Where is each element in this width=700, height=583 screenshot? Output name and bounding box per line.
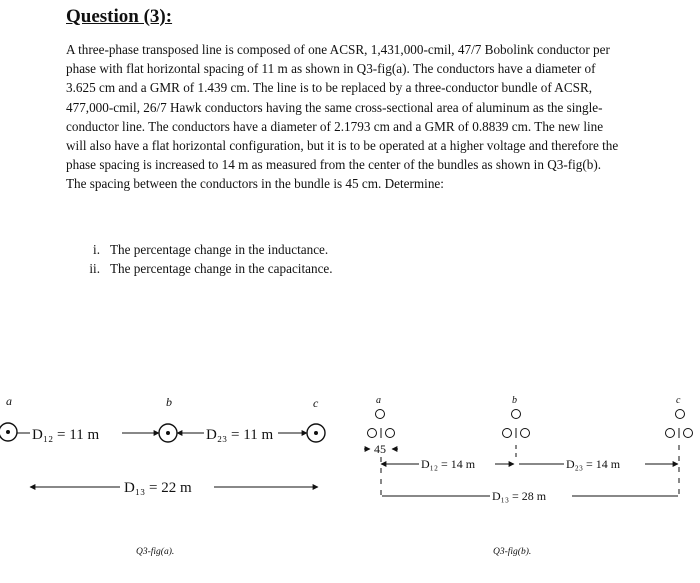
bundle-a-top bbox=[376, 410, 385, 419]
d13-label: D₁₃ = 22 m bbox=[124, 480, 192, 496]
d12-label: D₁₂ = 11 m bbox=[32, 427, 100, 443]
bundle-c-top bbox=[676, 410, 685, 419]
figure-b bbox=[364, 410, 693, 500]
bundle-spacing-label: 45 bbox=[374, 442, 386, 456]
list-item-number: i. bbox=[93, 242, 100, 257]
figure-a-labels bbox=[6, 394, 319, 557]
phase-a-label: a bbox=[376, 395, 381, 406]
conductor-center-dot bbox=[315, 432, 318, 435]
phase-a-label: a bbox=[6, 394, 12, 408]
question-paragraph: A three-phase transposed line is composed of one ACSR, 1,431,000-cmil, 47/7 Bobolink conductor per phase with flat horizontal spacing of 11 m as shown in Q3-fig(a). The conductors have a diameter of 3.625 cm and a GMR of 1.439 cm. The line is to be replaced by a three-conductor bundle of ACSR, 477,000-cmil, 26/7 Hawk conductors having the same cross-sectional area of aluminum as the single-conductor line. The conductors have a diameter of 2.1793 cm and a GMR of 0.8839 cm. The new line will also have a flat horizontal configuration, but it is to be operated at a higher voltage and therefore the phase spacing is increased to 14 m as measured from the center of the bundles as shown in Q3-fig(b). The spacing between the conductors in the bundle is 45 cm. Determine: bbox=[66, 42, 619, 192]
phase-c-label: c bbox=[313, 396, 319, 410]
conductor-center-dot bbox=[167, 432, 170, 435]
question-title: Question (3): bbox=[66, 6, 173, 27]
list-item-text: The percentage change in the inductance. bbox=[110, 242, 329, 257]
list-item-text: The percentage change in the capacitance. bbox=[110, 261, 333, 276]
figure-b-labels bbox=[374, 395, 681, 557]
figure-b-caption: Q3-fig(b). bbox=[493, 547, 532, 557]
bundle-c-right bbox=[684, 429, 693, 438]
phase-b-label: b bbox=[166, 395, 172, 409]
phase-c-label: c bbox=[676, 395, 681, 406]
d23-label: D₂₃ = 11 m bbox=[206, 427, 274, 443]
phase-b-label: b bbox=[512, 395, 517, 406]
bundle-a-right bbox=[386, 429, 395, 438]
bundle-b-right bbox=[521, 429, 530, 438]
conductor-center-dot bbox=[7, 431, 10, 434]
list-item-number: ii. bbox=[89, 261, 100, 276]
bundle-b-left bbox=[503, 429, 512, 438]
bundle-b-top bbox=[512, 410, 521, 419]
d12-label: D₁₂ = 14 m bbox=[421, 457, 476, 471]
bundle-a-left bbox=[368, 429, 377, 438]
bundle-c-left bbox=[666, 429, 675, 438]
d23-label: D₂₃ = 14 m bbox=[566, 457, 621, 471]
figure-a-caption: Q3-fig(a). bbox=[136, 547, 175, 557]
d13-label: D₁₃ = 28 m bbox=[492, 489, 547, 503]
